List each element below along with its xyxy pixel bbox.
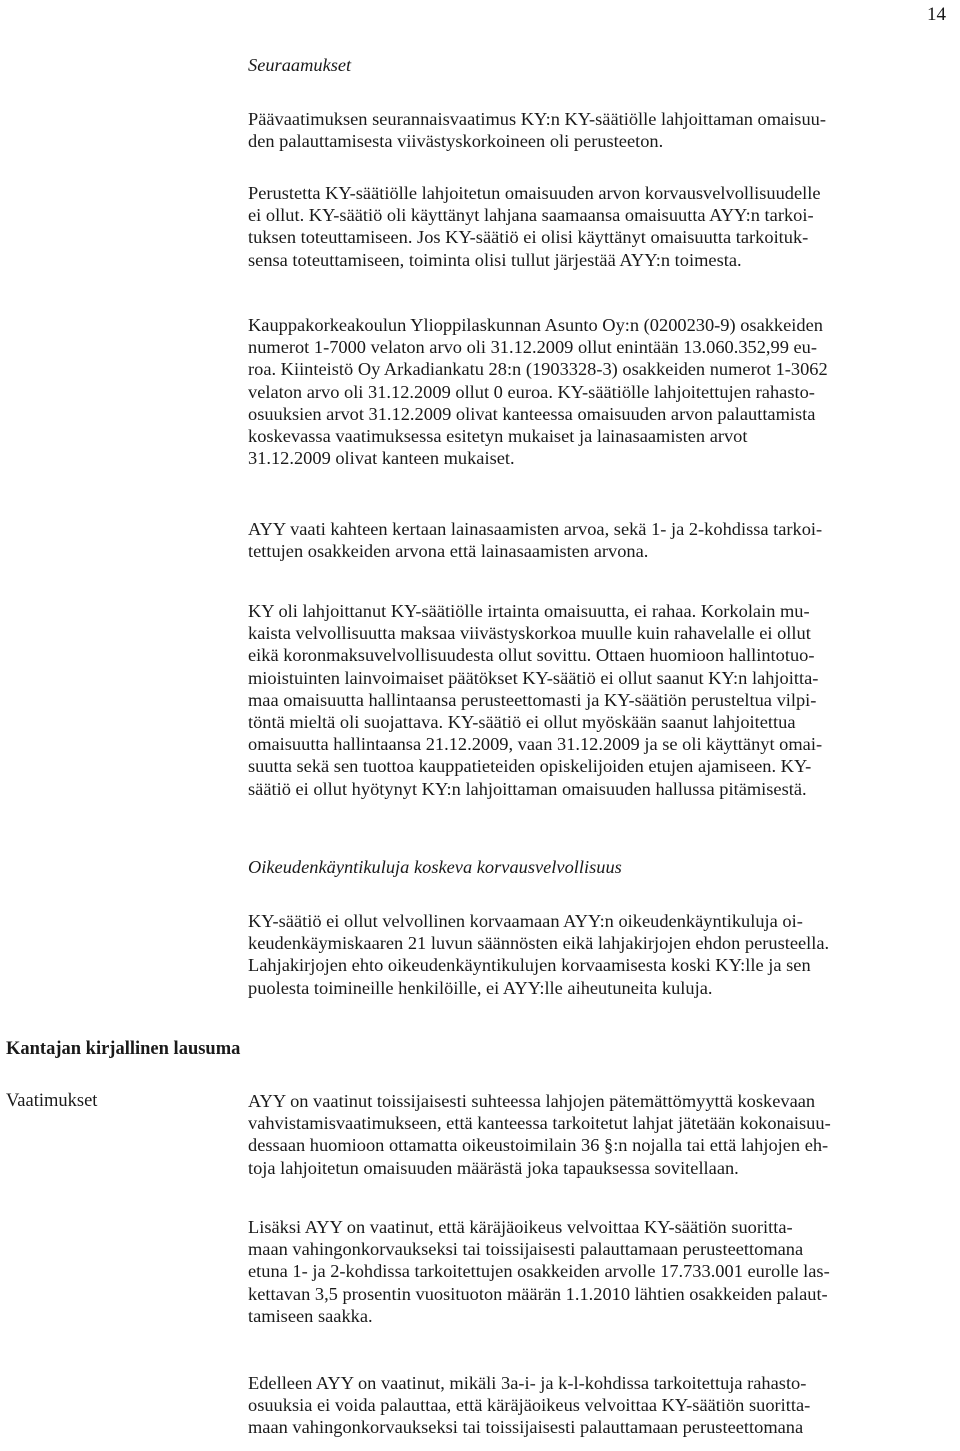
- text-line: Lisäksi AYY on vaatinut, että käräjäoikeus velvoittaa KY-säätiön suoritta-: [248, 1217, 793, 1237]
- text-line: säätiö ei ollut hyötynyt KY:n lahjoittaman omaisuuden hallussa pitämisestä.: [248, 778, 807, 799]
- text-line: vahvistamisvaatimukseen, että kanteessa tarkoitetut lahjat jätetään kokonaisuu-: [248, 1113, 831, 1134]
- text-line: KY oli lahjoittanut KY-säätiölle irtainta omaisuutta, ei rahaa. Korkolain mu-: [248, 601, 810, 621]
- text-line: 31.12.2009 olivat kanteen mukaiset.: [248, 448, 515, 469]
- text-line: sensa toteuttamiseen, toiminta olisi tullut järjestää AYY:n toimesta.: [248, 249, 742, 270]
- text-line: omaisuutta hallintaansa 21.12.2009, vaan 31.12.2009 ja se oli käyttänyt omai-: [248, 734, 823, 755]
- text-line: suutta sekä sen tuottoa kauppatieteiden opiskelijoiden etujen ajamiseen. KY-: [248, 756, 812, 777]
- text-line: keudenkäymiskaaren 21 luvun säännösten eikä lahjakirjojen ehdon perusteella.: [248, 933, 830, 954]
- text-line: ei ollut. KY-säätiö oli käyttänyt lahjana saamaansa omaisuutta AYY:n tarkoi-: [248, 205, 814, 226]
- text-line: Kauppakorkeakoulun Ylioppilaskunnan Asunto Oy:n (0200230-9) osakkeiden: [248, 315, 823, 335]
- paragraph-oikeudenkayntikulut-1: [248, 910, 952, 999]
- text-line: etuna 1- ja 2-kohdissa tarkoitettujen osakkeiden arvolle 17.733.001 eurolle las-: [248, 1261, 830, 1282]
- text-line: tamiseen saakka.: [248, 1305, 373, 1326]
- paragraph-kantajan-3: [248, 1372, 952, 1439]
- paragraph-seuraamukset-5: [248, 600, 952, 800]
- paragraph-seuraamukset-3: [248, 314, 952, 469]
- text-line: maan vahingonkorvaukseksi tai toissijaisesti palauttamaan perusteettomana: [248, 1239, 804, 1260]
- text-line: puolesta toimineille henkilöille, ei AYY:lle aiheutuneita kuluja.: [248, 977, 713, 998]
- text-line: numerot 1-7000 velaton arvo oli 31.12.2009 ollut enintään 13.060.352,99 eu-: [248, 337, 817, 358]
- paragraph-seuraamukset-4: [248, 518, 952, 562]
- text-line: tettujen osakkeiden arvona että lainasaamisten arvona.: [248, 541, 649, 562]
- text-line: kettavan 3,5 prosentin vuosituoton määrän 1.1.2010 lähtien osakkeiden palaut-: [248, 1283, 828, 1304]
- section-heading-oikeudenkayntikulut: Oikeudenkäyntikuluja koskeva korvausvelvollisuus: [248, 857, 622, 877]
- text-line: AYY vaati kahteen kertaan lainasaamisten arvoa, sekä 1- ja 2-kohdissa tarkoi-: [248, 519, 823, 539]
- text-line: tuksen toteuttamiseen. Jos KY-säätiö ei olisi käyttänyt omaisuutta tarkoituk-: [248, 227, 809, 248]
- text-line: toja lahjoitetun omaisuuden määrästä joka tapauksessa sovitellaan.: [248, 1157, 739, 1178]
- text-line: eikä koronmaksuvelvollisuudesta ollut sovittu. Ottaen huomioon hallintotuo-: [248, 645, 815, 666]
- text-line: töntä mieltä oli suojattava. KY-säätiö ei ollut myöskään saanut lahjoitettua: [248, 712, 796, 733]
- section-heading-kantajan-lausuma: Kantajan kirjallinen lausuma: [6, 1039, 241, 1059]
- paragraph-seuraamukset-1: [248, 108, 952, 152]
- text-line: Päävaatimuksen seurannaisvaatimus KY:n KY-säätiölle lahjoittaman omaisuu-: [248, 109, 826, 129]
- text-line: mioistuinten lainvoimaiset päätökset KY-säätiö ei ollut saanut KY:n lahjoitta-: [248, 667, 819, 688]
- section-heading-seuraamukset: Seuraamukset: [248, 55, 352, 75]
- text-line: AYY on vaatinut toissijaisesti suhteessa lahjojen pätemättömyyttä koskevaan: [248, 1091, 816, 1111]
- text-line: roa. Kiinteistö Oy Arkadiankatu 28:n (1903328-3) osakkeiden numerot 1-3062: [248, 359, 828, 380]
- text-line: velaton arvo oli 31.12.2009 ollut 0 euroa. KY-säätiölle lahjoitettujen rahasto-: [248, 381, 815, 402]
- text-line: koskevassa vaatimuksessa esitetyn mukaiset ja lainasaamisten arvot: [248, 426, 748, 447]
- text-line: osuuksia ei voida palauttaa, että käräjäoikeus velvoittaa KY-säätiön suoritta-: [248, 1395, 811, 1416]
- text-line: maan vahingonkorvaukseksi tai toissijaisesti palauttamaan perusteettomana: [248, 1417, 804, 1438]
- text-line: Lahjakirjojen ehto oikeudenkäyntikulujen korvaamisesta koski KY:lle ja sen: [248, 955, 811, 976]
- paragraph-seuraamukset-2: [248, 182, 952, 271]
- text-line: Edelleen AYY on vaatinut, mikäli 3a-i- ja k-l-kohdissa tarkoitettuja rahasto-: [248, 1373, 807, 1393]
- text-line: dessaan huomioon ottamatta oikeustoimilain 36 §:n nojalla tai että lahjojen eh-: [248, 1135, 829, 1156]
- text-line: kaista velvollisuutta maksaa viivästyskorkoa muulle kuin rahavelalle ei ollut: [248, 623, 811, 644]
- text-line: maa omaisuutta hallintaansa perusteettomasti ja KY-säätiön perusteltua vilpi-: [248, 689, 817, 710]
- text-line: osuuksien arvot 31.12.2009 olivat kanteessa omaisuuden arvon palauttamista: [248, 403, 816, 424]
- text-line: den palauttamisesta viivästyskorkoineen oli perusteeton.: [248, 131, 664, 152]
- paragraph-kantajan-1: [248, 1090, 952, 1179]
- text-line: KY-säätiö ei ollut velvollinen korvaamaan AYY:n oikeudenkäyntikuluja oi-: [248, 911, 803, 931]
- paragraph-kantajan-2: [248, 1216, 952, 1327]
- text-line: Perustetta KY-säätiölle lahjoitetun omaisuuden arvon korvausvelvollisuudelle: [248, 183, 821, 203]
- subheading-vaatimukset: Vaatimukset: [6, 1091, 98, 1111]
- page-number: 14: [927, 4, 946, 25]
